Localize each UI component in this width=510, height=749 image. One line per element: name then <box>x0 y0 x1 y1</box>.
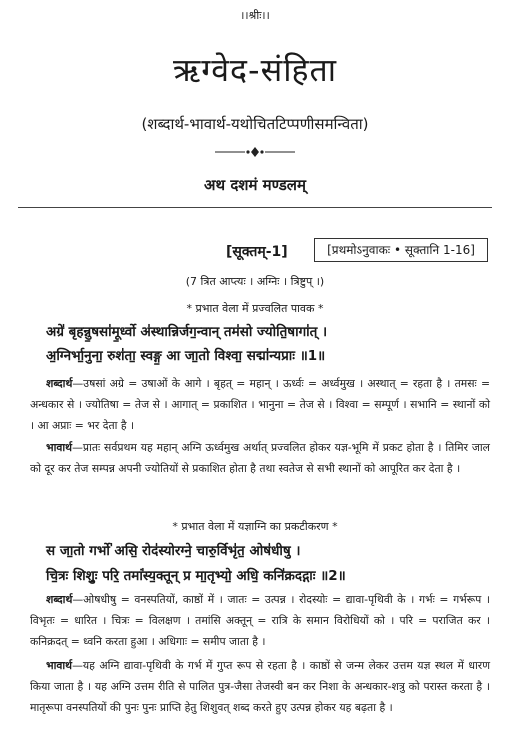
ornament-divider <box>0 145 510 159</box>
mantra-line: अग्रे॑ बृहन्नु॒षसा॑मू॒र्ध्वो अ॑स्थान्निर्जग॒न्वान् तम॑सो ज्योति॒षागा॑त् । <box>46 324 328 340</box>
header-rule <box>18 207 492 208</box>
mantra-line: चि॒त्रः शिशुः॒ परि॒ तमां॑स्य॒क्तून् प्र मा॒तृभ्यो॒ अधि॒ कनि॑क्रदद्गाः ॥2॥ <box>46 568 346 584</box>
word-meaning-term: शब्दार्थ <box>46 377 73 390</box>
anuvaka-box: [प्रथमोऽनुवाकः • सूक्तानि 1-16] <box>314 238 488 262</box>
ornament-icon <box>215 145 295 159</box>
shri-invocation: ।।श्रीः।। <box>240 9 270 22</box>
page-title: ऋग्वेद-संहिता <box>172 51 338 89</box>
word-meaning-paragraph <box>30 373 490 436</box>
meaning-term: भावार्थ <box>46 659 73 672</box>
meaning-paragraph <box>30 655 490 718</box>
word-meaning-text: —उषसां अग्रे = उषाओं के आगे । बृहत् = महान् । ऊर्ध्वः = अर्ध्वमुख । अस्थात् = रहता है । तमसः = अन्धकार से । ज्योतिषा = तेज से । आगात् = प्रकाशित । भानुना = तेज से । विश्वा = सम्पूर्ण । सभानि = स्थानों को । आ अप्राः = भर देता है । <box>30 377 490 432</box>
word-meaning-term: शब्दार्थ <box>46 593 73 606</box>
rishi-devata-chhanda: (7 त्रित आप्त्यः । अग्निः । त्रिष्टुप् ।) <box>185 275 325 288</box>
section-heading: * प्रभात वेला में प्रज्वलित पावक * <box>186 302 324 315</box>
sukta-label: [सूक्तम्-1] <box>226 244 288 260</box>
word-meaning-text: —ओषधीषु = वनस्पतियों, काष्ठों में । जातः = उत्पन्न । रोदस्योः = द्यावा-पृथिवी के । गर्भः = गर्भरूप । विभृतः = धारित । चित्रः = विलक्षण । तमांसि अक्तून् = रात्रि के समान विरोधियों को । परि = पराजित कर । कनिक्रदत् = ध्वनि करता हुआ । अधिगाः = समीप जाता है । <box>30 593 490 648</box>
meaning-paragraph <box>30 437 490 479</box>
word-meaning-paragraph <box>30 589 490 652</box>
section-heading: * प्रभात वेला में यज्ञाग्नि का प्रकटीकरण * <box>172 520 338 533</box>
mandala-heading: अथ दशमं मण्डलम् <box>204 176 306 194</box>
mantra-line: अ॒ग्निर्भा॒नुना॒ रुश॑ता॒ स्वङ्ग॒ आ जा॒तो विश्वा॒ सद्मा॑न्यप्राः ॥1॥ <box>46 348 326 364</box>
meaning-term: भावार्थ <box>46 441 73 454</box>
sukta-row <box>0 238 510 266</box>
mantra-line: स जा॒तो गर्भो॑ असि॒ रोद॑स्योरग्ने॒ चारु॒र्विभृ॑त॒ ओष॑धीषु । <box>46 543 301 559</box>
meaning-text: —यह अग्नि द्यावा-पृथिवी के गर्भ में गुप्त रूप से रहता है । काष्ठों से जन्म लेकर उत्तम यज्ञ स्थल में धारण किया जाता है । यह अग्नि उत्तम रीति से पालित पुत्र-जैसा तेजस्वी बन कर निशा के अन्धकार-शत्रु को परास्त करता है । मातृरूपा वनस्पतियों की पुनः पुनः प्राप्ति हेतु शिशुवत् शब्द करते हुए उत्पन्न होकर यह बढ़ता है । <box>30 659 490 714</box>
meaning-text: —प्रातः सर्वप्रथम यह महान् अग्नि ऊर्ध्वमुख अर्थात् प्रज्वलित होकर यज्ञ-भूमि में प्रकट होता है । तिमिर जाल को दूर कर तेज सम्पन्न अपनी ज्योतियों से प्रकाशित होता है तथा स्वतेज से सभी स्थानों को आपूरित कर देता है । <box>30 441 490 475</box>
page-subtitle: (शब्दार्थ-भावार्थ-यथोचितटिप्पणीसमन्विता) <box>141 115 369 133</box>
